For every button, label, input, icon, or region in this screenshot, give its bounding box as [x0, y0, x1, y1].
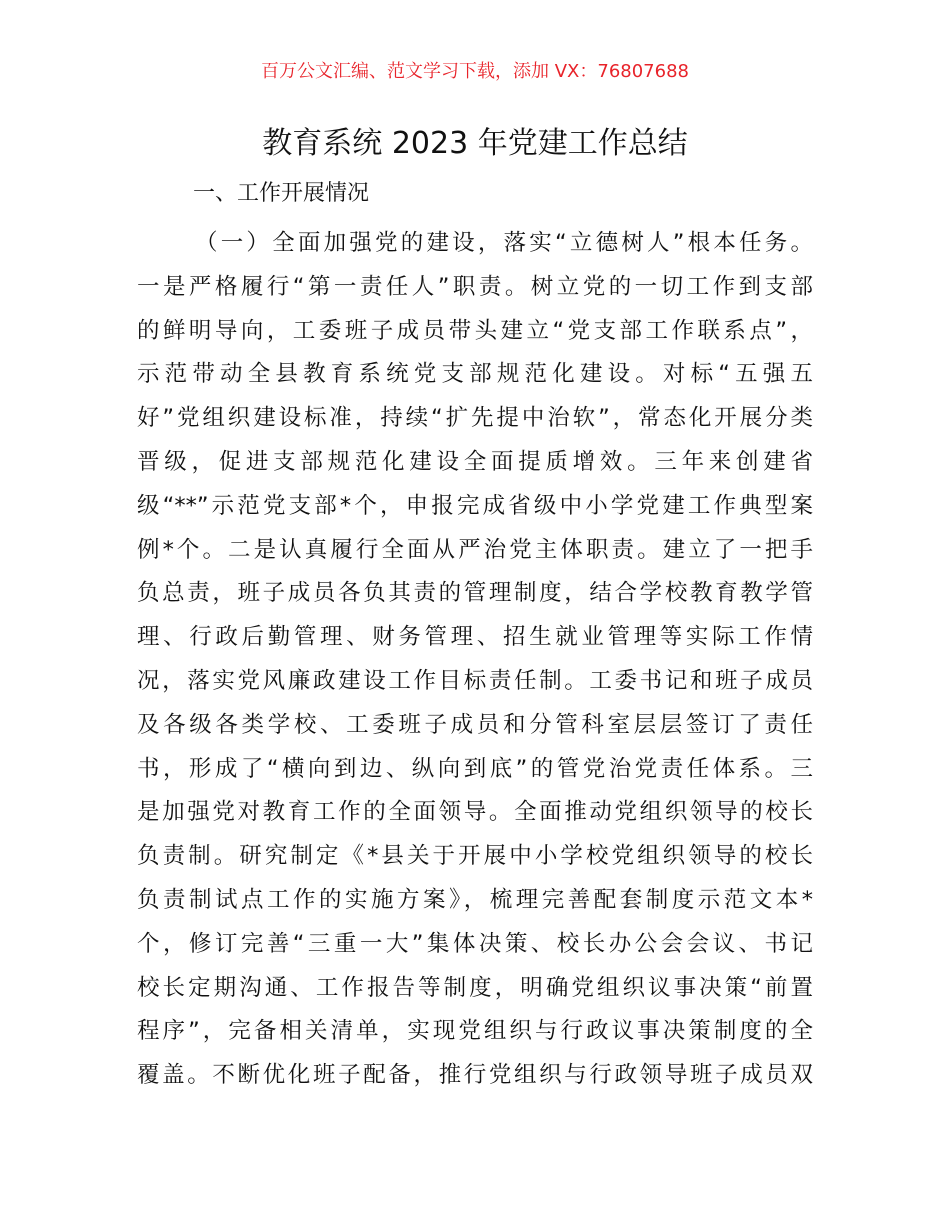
paragraph-line: 及各级各类学校、工委班子成员和分管科室层层签订了责任	[137, 711, 813, 738]
document-title: 教育系统 2023 年党建工作总结	[262, 126, 688, 161]
paragraph-line: 级“**”示范党支部*个，申报完成省级中小学党建工作典型案	[137, 492, 813, 519]
paragraph-line: 况，落实党风廉政建设工作目标责任制。工委书记和班子成员	[137, 667, 813, 694]
paragraph-line: 晋级，促进支部规范化建设全面提质增效。三年来创建省	[137, 448, 813, 475]
paragraph-line: 是加强党对教育工作的全面领导。全面推动党组织领导的校长	[137, 799, 813, 826]
paragraph-line: （一）全面加强党的建设，落实“立德树人”根本任务。	[195, 230, 813, 256]
section-heading: 一、工作开展情况	[193, 181, 370, 206]
paragraph-line: 负责制试点工作的实施方案》，梳理完善配套制度示范文本*	[137, 886, 813, 913]
paragraph-line: 负总责，班子成员各负其责的管理制度，结合学校教育教学管	[137, 580, 813, 607]
paragraph-line: 一是严格履行“第一责任人”职责。树立党的一切工作到支部	[137, 273, 813, 300]
paragraph-line: 个，修订完善“三重一大”集体决策、校长办公会会议、书记	[137, 930, 813, 957]
body-paragraph	[137, 226, 813, 1102]
paragraph-line: 校长定期沟通、工作报告等制度，明确党组织议事决策“前置	[137, 974, 813, 1001]
paragraph-line: 的鲜明导向，工委班子成员带头建立“党支部工作联系点”，	[137, 317, 813, 344]
paragraph-line: 好”党组织建设标准，持续“扩先提中治软”，常态化开展分类	[137, 405, 813, 432]
paragraph-line: 程序”，完备相关清单，实现党组织与行政议事决策制度的全	[137, 1018, 813, 1045]
paragraph-line: 理、行政后勤管理、财务管理、招生就业管理等实际工作情	[137, 624, 813, 651]
paragraph-line: 覆盖。不断优化班子配备，推行党组织与行政领导班子成员双	[137, 1062, 813, 1089]
paragraph-line: 例*个。二是认真履行全面从严治党主体职责。建立了一把手	[137, 536, 813, 563]
paragraph-line: 负责制。研究制定《*县关于开展中小学校党组织领导的校长	[137, 843, 813, 870]
paragraph-line: 书，形成了“横向到边、纵向到底”的管党治党责任体系。三	[137, 755, 813, 782]
watermark-banner: 百万公文汇编、范文学习下载，添加 VX：76807688	[261, 61, 689, 82]
paragraph-line: 示范带动全县教育系统党支部规范化建设。对标“五强五	[137, 361, 813, 388]
